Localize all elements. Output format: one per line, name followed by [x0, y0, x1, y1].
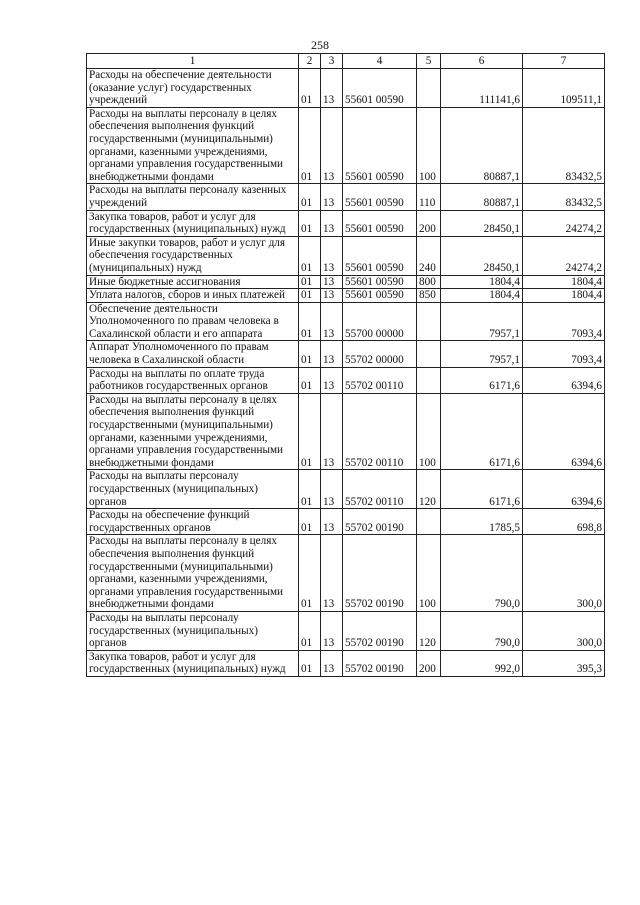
row-c7-cell: 24274,2 — [523, 210, 605, 236]
row-c2-cell: 01 — [299, 341, 321, 367]
table-row — [87, 69, 605, 108]
row-c6-cell: 1785,5 — [441, 509, 523, 535]
row-c3-cell: 13 — [321, 470, 343, 509]
row-c4-cell: 55702 00000 — [343, 341, 417, 367]
row-c5-cell: 120 — [417, 470, 441, 509]
row-name-cell: Расходы на выплаты персоналу в целях обеспечения выполнения функций государственными (муниципальными) органами, казенными учреждениями, органами управления государственными внебюджетными фондами — [87, 535, 299, 612]
col-header: 3 — [321, 54, 343, 69]
row-c2-cell: 01 — [299, 470, 321, 509]
header-row — [87, 54, 605, 69]
row-name-cell: Обеспечение деятельности Уполномоченного по правам человека в Сахалинской области и его аппарата — [87, 302, 299, 341]
row-c2-cell: 01 — [299, 302, 321, 341]
row-c7-cell: 1804,4 — [523, 275, 605, 289]
row-c4-cell: 55702 00110 — [343, 470, 417, 509]
row-name-cell: Уплата налогов, сборов и иных платежей — [87, 289, 299, 303]
row-c5-cell: 100 — [417, 107, 441, 184]
row-c5-cell — [417, 69, 441, 108]
row-c4-cell: 55702 00190 — [343, 611, 417, 650]
row-name-cell: Аппарат Уполномоченного по правам человека в Сахалинской области — [87, 341, 299, 367]
row-c7-cell: 6394,6 — [523, 393, 605, 470]
row-c7-cell: 300,0 — [523, 611, 605, 650]
row-name-cell: Расходы на выплаты персоналу в целях обеспечения выполнения функций государственными (муниципальными) органами, казенными учреждениями, органами управления государственными внебюджетными фондами — [87, 107, 299, 184]
row-c5-cell — [417, 341, 441, 367]
row-c2-cell: 01 — [299, 611, 321, 650]
col-header: 5 — [417, 54, 441, 69]
row-c2-cell: 01 — [299, 509, 321, 535]
row-c7-cell: 698,8 — [523, 509, 605, 535]
table-row — [87, 107, 605, 184]
row-c4-cell: 55700 00000 — [343, 302, 417, 341]
row-c2-cell: 01 — [299, 107, 321, 184]
row-c3-cell: 13 — [321, 210, 343, 236]
row-c3-cell: 13 — [321, 184, 343, 210]
row-c6-cell: 790,0 — [441, 611, 523, 650]
row-c3-cell: 13 — [321, 275, 343, 289]
table-row — [87, 275, 605, 289]
table-row — [87, 650, 605, 676]
row-c4-cell: 55702 00190 — [343, 650, 417, 676]
row-c5-cell — [417, 302, 441, 341]
row-c6-cell: 1804,4 — [441, 289, 523, 303]
row-c3-cell: 13 — [321, 289, 343, 303]
table-row — [87, 393, 605, 470]
row-name-cell: Расходы на выплаты персоналу государственных (муниципальных) органов — [87, 611, 299, 650]
row-c5-cell — [417, 367, 441, 393]
col-header: 6 — [441, 54, 523, 69]
row-name-cell: Расходы на выплаты персоналу государственных (муниципальных) органов — [87, 470, 299, 509]
row-c7-cell: 7093,4 — [523, 302, 605, 341]
table-row — [87, 210, 605, 236]
table-row — [87, 470, 605, 509]
table-row — [87, 184, 605, 210]
row-c2-cell: 01 — [299, 289, 321, 303]
row-name-cell: Расходы на выплаты персоналу казенных учреждений — [87, 184, 299, 210]
row-c6-cell: 790,0 — [441, 535, 523, 612]
row-c6-cell: 80887,1 — [441, 107, 523, 184]
row-name-cell: Иные закупки товаров, работ и услуг для обеспечения государственных (муниципальных) нужд — [87, 236, 299, 275]
row-c7-cell: 6394,6 — [523, 367, 605, 393]
row-c7-cell: 1804,4 — [523, 289, 605, 303]
row-c7-cell: 109511,1 — [523, 69, 605, 108]
table-body — [87, 69, 605, 677]
row-c5-cell: 100 — [417, 393, 441, 470]
row-c6-cell: 6171,6 — [441, 367, 523, 393]
row-c6-cell: 7957,1 — [441, 302, 523, 341]
row-c6-cell: 6171,6 — [441, 470, 523, 509]
row-c6-cell: 28450,1 — [441, 236, 523, 275]
row-c6-cell: 80887,1 — [441, 184, 523, 210]
row-c4-cell: 55601 00590 — [343, 275, 417, 289]
budget-table — [86, 53, 605, 677]
table-row — [87, 236, 605, 275]
row-name-cell: Расходы на обеспечение деятельности (оказание услуг) государственных учреждений — [87, 69, 299, 108]
row-c7-cell: 6394,6 — [523, 470, 605, 509]
row-c5-cell: 240 — [417, 236, 441, 275]
row-c4-cell: 55601 00590 — [343, 107, 417, 184]
row-c7-cell: 83432,5 — [523, 184, 605, 210]
row-c7-cell: 7093,4 — [523, 341, 605, 367]
row-c4-cell: 55601 00590 — [343, 210, 417, 236]
table-row — [87, 367, 605, 393]
row-c3-cell: 13 — [321, 302, 343, 341]
row-c2-cell: 01 — [299, 650, 321, 676]
row-c4-cell: 55601 00590 — [343, 236, 417, 275]
row-c7-cell: 83432,5 — [523, 107, 605, 184]
row-c5-cell: 200 — [417, 650, 441, 676]
row-c5-cell: 120 — [417, 611, 441, 650]
row-c3-cell: 13 — [321, 367, 343, 393]
row-c3-cell: 13 — [321, 393, 343, 470]
row-c3-cell: 13 — [321, 341, 343, 367]
row-c2-cell: 01 — [299, 69, 321, 108]
table-row — [87, 509, 605, 535]
row-c2-cell: 01 — [299, 184, 321, 210]
row-c5-cell: 200 — [417, 210, 441, 236]
row-c2-cell: 01 — [299, 367, 321, 393]
row-c2-cell: 01 — [299, 393, 321, 470]
col-header: 2 — [299, 54, 321, 69]
row-name-cell: Закупка товаров, работ и услуг для государственных (муниципальных) нужд — [87, 210, 299, 236]
row-c4-cell: 55702 00110 — [343, 367, 417, 393]
row-c3-cell: 13 — [321, 107, 343, 184]
row-c4-cell: 55601 00590 — [343, 184, 417, 210]
row-c4-cell: 55702 00190 — [343, 535, 417, 612]
row-name-cell: Расходы на обеспечение функций государственных органов — [87, 509, 299, 535]
row-c3-cell: 13 — [321, 535, 343, 612]
row-c4-cell: 55702 00110 — [343, 393, 417, 470]
row-c2-cell: 01 — [299, 275, 321, 289]
row-c6-cell: 6171,6 — [441, 393, 523, 470]
row-c6-cell: 111141,6 — [441, 69, 523, 108]
col-header: 4 — [343, 54, 417, 69]
table-row — [87, 535, 605, 612]
row-c5-cell — [417, 509, 441, 535]
row-c4-cell: 55601 00590 — [343, 289, 417, 303]
page-number: 258 — [311, 38, 329, 52]
row-c3-cell: 13 — [321, 611, 343, 650]
row-c3-cell: 13 — [321, 69, 343, 108]
row-c2-cell: 01 — [299, 210, 321, 236]
row-c6-cell: 1804,4 — [441, 275, 523, 289]
row-name-cell: Расходы на выплаты персоналу в целях обеспечения выполнения функций государственными (муниципальными) органами, казенными учреждениями, органами управления государственными внебюджетными фондами — [87, 393, 299, 470]
row-name-cell: Иные бюджетные ассигнования — [87, 275, 299, 289]
row-c4-cell: 55601 00590 — [343, 69, 417, 108]
row-c4-cell: 55702 00190 — [343, 509, 417, 535]
table-row — [87, 289, 605, 303]
row-c7-cell: 395,3 — [523, 650, 605, 676]
row-c3-cell: 13 — [321, 650, 343, 676]
row-c6-cell: 28450,1 — [441, 210, 523, 236]
col-header: 7 — [523, 54, 605, 69]
col-header: 1 — [87, 54, 299, 69]
table-row — [87, 302, 605, 341]
table-header — [87, 54, 605, 69]
row-c2-cell: 01 — [299, 236, 321, 275]
row-c6-cell: 7957,1 — [441, 341, 523, 367]
row-c6-cell: 992,0 — [441, 650, 523, 676]
row-name-cell: Закупка товаров, работ и услуг для государственных (муниципальных) нужд — [87, 650, 299, 676]
row-c7-cell: 24274,2 — [523, 236, 605, 275]
row-c5-cell: 110 — [417, 184, 441, 210]
row-c7-cell: 300,0 — [523, 535, 605, 612]
row-c3-cell: 13 — [321, 509, 343, 535]
row-c5-cell: 100 — [417, 535, 441, 612]
table-row — [87, 611, 605, 650]
row-c5-cell: 850 — [417, 289, 441, 303]
row-c5-cell: 800 — [417, 275, 441, 289]
row-name-cell: Расходы на выплаты по оплате труда работников государственных органов — [87, 367, 299, 393]
table-row — [87, 341, 605, 367]
row-c2-cell: 01 — [299, 535, 321, 612]
row-c3-cell: 13 — [321, 236, 343, 275]
